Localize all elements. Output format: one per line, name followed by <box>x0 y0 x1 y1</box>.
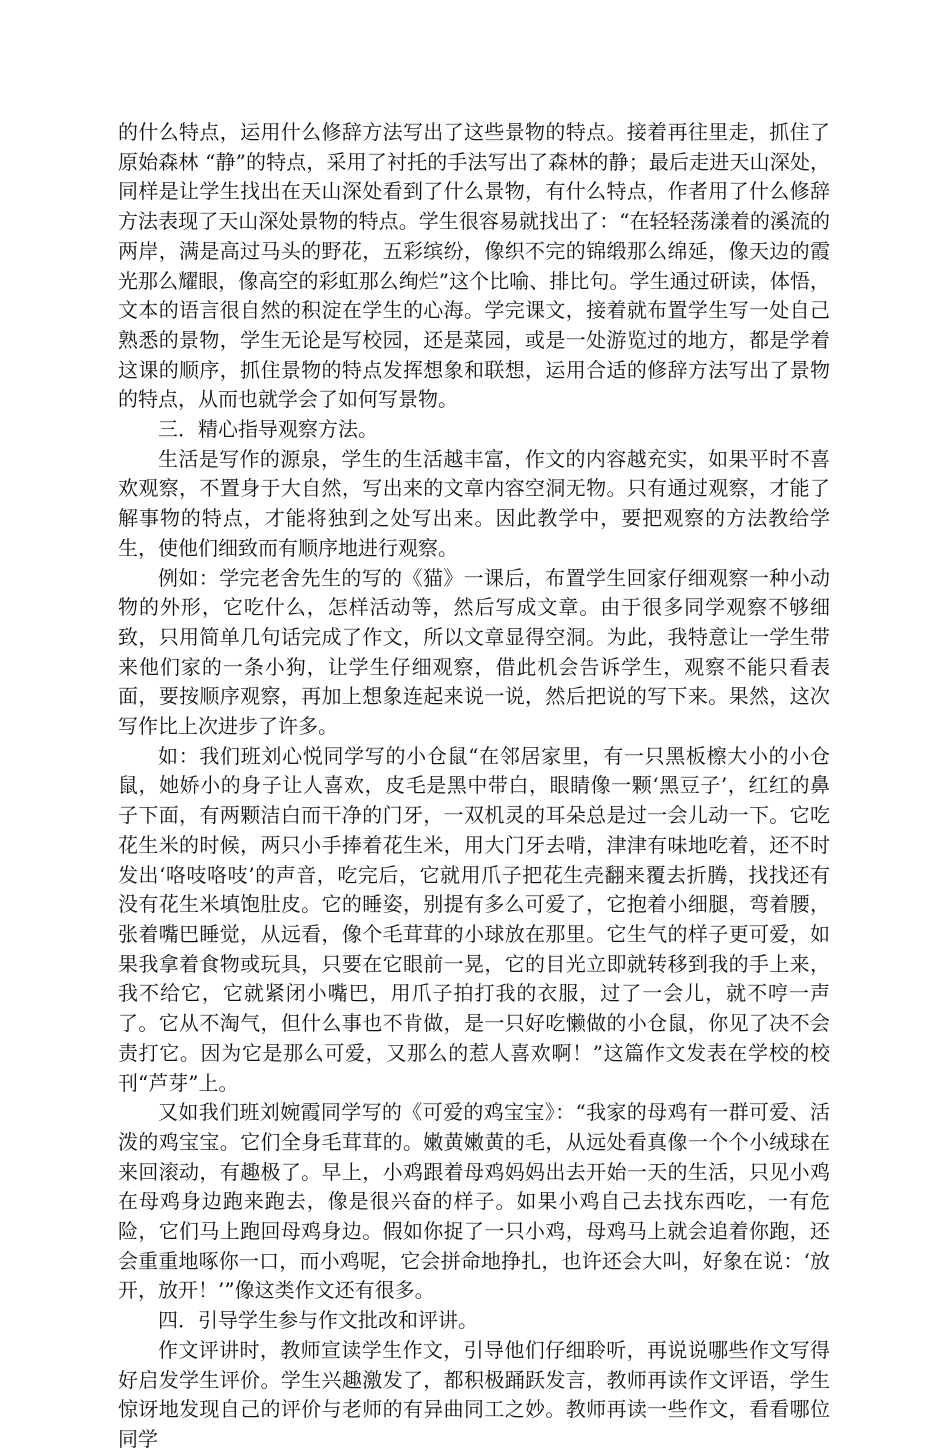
section-heading-observation: 三．精心指导观察方法。 <box>158 417 378 442</box>
paragraph-scenery-writing: 的什么特点，运用什么修辞方法写出了这些景物的特点。接着再往里走，抓住了原始森林 “静”的特点，采用了衬托的手法写出了森林的静；最后走进天山深处，同样是让学生找出在天山深处看到了什么景物，有什么特点，作者用了什么修辞方法表现了天山深处景物的特点。学生很容易就找出了：“在轻轻荡漾着的溪流的两岸，满是高过马头的野花，五彩缤纷，像织不完的锦缎那么绵延，像天边的霞光那么耀眼，像高空的彩虹那么绚烂”这个比喻、排比句。学生通过研读，体悟，文本的语言很自然的积淀在学生的心海。学完课文，接着就布置学生写一处自己熟悉的景物，学生无论是写校园，还是菜园，或是一处游览过的地方，都是学着这课的顺序，抓住景物的特点发挥想象和联想，运用合适的修辞方法写出了景物的特点，从而也就学会了如何写景物。 <box>118 120 830 412</box>
paragraph-life-source: 生活是写作的源泉，学生的生活越丰富，作文的内容越充实，如果平时不喜欢观察，不置身于大自然，写出来的文章内容空洞无物。只有通过观察，才能了解事物的特点，才能将独到之处写出来。因此教学中，要把观察的方法教给学生，使他们细致而有顺序地进行观察。 <box>118 446 830 560</box>
paragraph-review-process: 作文评讲时，教师宣读学生作文，引导他们仔细聆听，再说说哪些作文写得好启发学生评价。学生兴趣激发了，都积极踊跃发言，教师再读作文评语，学生惊讶地发现自己的评价与老师的有异曲同工之妙。教师再读一些作文，看看哪位同学 <box>118 1337 830 1451</box>
section-heading-peer-review: 四．引导学生参与作文批改和评讲。 <box>158 1308 478 1333</box>
paragraph-cat-example: 例如：学完老舍先生的写的《猫》一课后，布置学生回家仔细观察一种小动物的外形，它吃什么，怎样活动等，然后写成文章。由于很多同学观察不够细致，只用简单几句话完成了作文，所以文章显得空洞。为此，我特意让一学生带来他们家的一条小狗，让学生仔细观察，借此机会告诉学生，观察不能只看表面，要按顺序观察，再加上想象连起来说一说，然后把说的写下来。果然，这次写作比上次进步了许多。 <box>118 565 830 739</box>
paragraph-chick-example: 又如我们班刘婉霞同学写的《可爱的鸡宝宝》：“我家的母鸡有一群可爱、活泼的鸡宝宝。它们全身毛茸茸的。嫩黄嫩黄的毛，从远处看真像一个个小绒球在来回滚动，有趣极了。早上，小鸡跟着母鸡妈妈出去开始一天的生活，只见小鸡在母鸡身边跑来跑去，像是很兴奋的样子。如果小鸡自己去找东西吃，一有危险，它们马上跑回母鸡身边。假如你捉了一只小鸡，母鸡马上就会追着你跑，还会重重地啄你一口，而小鸡呢，它会拼命地挣扎，也许还会大叫，好象在说：‘放开，放开！’”像这类作文还有很多。 <box>118 1100 830 1303</box>
document-page <box>118 118 830 1455</box>
paragraph-hamster-example: 如：我们班刘心悦同学写的小仓鼠“在邻居家里，有一只黑板檫大小的小仓鼠，她娇小的身子让人喜欢，皮毛是黑中带白，眼睛像一颗‘黑豆子’，红红的鼻子下面，有两颗洁白而干净的门牙，一双机灵的耳朵总是过一会儿动一下。它吃花生米的时候，两只小手捧着花生米，用大门牙去啃，津津有味地吃着，还不时发出‘咯吱咯吱’的声音，吃完后，它就用爪子把花生壳翻来覆去折腾，找找还有没有花生米填饱肚皮。它的睡姿，别提有多么可爱了，它抱着小细腿，弯着腰，张着嘴巴睡觉，从远看，像个毛茸茸的小球放在那里。它生气的样子更可爱，如果我拿着食物或玩具，只要在它眼前一晃，它的目光立即就转移到我的手上来，我不给它，它就紧闭小嘴巴，用爪子拍打我的衣服，过了一会儿，就不哼一声了。它从不淘气，但什么事也不肯做，是一只好吃懒做的小仓鼠，你见了决不会责打它。因为它是那么可爱，又那么的惹人喜欢啊！”这篇作文发表在学校的校刊“芦芽”上。 <box>118 743 830 1095</box>
